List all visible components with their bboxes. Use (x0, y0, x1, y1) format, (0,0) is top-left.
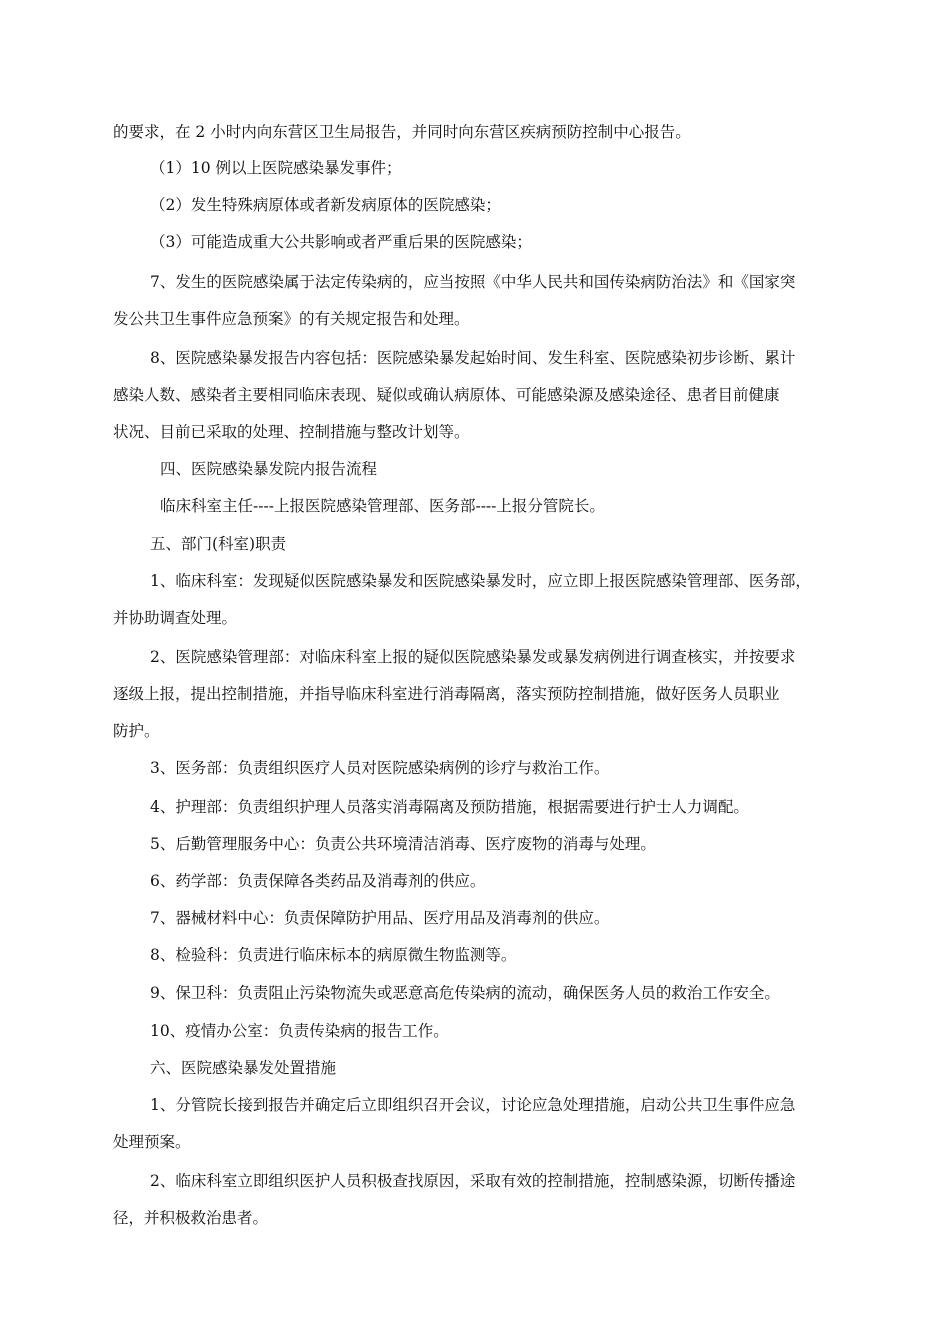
section-heading: 六、医院感染暴发处置措施 (150, 1059, 337, 1077)
section-heading: 四、医院感染暴发院内报告流程 (160, 460, 378, 478)
text-line: 临床科室主任----上报医院感染管理部、医务部----上报分管院长。 (160, 497, 605, 515)
text-line: 7、发生的医院感染属于法定传染病的，应当按照《中华人民共和国传染病防治法》和《国家突 (150, 273, 796, 291)
text-line: 状况、目前已采取的处理、控制措施与整改计划等。 (113, 423, 470, 441)
text-line: 感染人数、感染者主要相同临床表现、疑似或确认病原体、可能感染源及感染途径、患者目前健康 (113, 386, 780, 404)
text-line: 8、检验科：负责进行临床标本的病原微生物监测等。 (150, 946, 517, 964)
text-line: 处理预案。 (113, 1133, 191, 1151)
text-line: 10、疫情办公室：负责传染病的报告工作。 (150, 1022, 449, 1040)
text-line: 1、临床科室：发现疑似医院感染暴发和医院感染暴发时，应立即上报医院感染管理部、医务部， (150, 572, 811, 590)
text-line: 径，并积极救治患者。 (113, 1209, 269, 1227)
text-line: 3、医务部：负责组织医疗人员对医院感染病例的诊疗与救治工作。 (150, 759, 610, 777)
text-line: 5、后勤管理服务中心：负责公共环境清洁消毒、医疗废物的消毒与处理。 (150, 835, 656, 853)
text-line: 9、保卫科：负责阻止污染物流失或恶意高危传染病的流动，确保医务人员的救治工作安全。 (150, 984, 780, 1002)
list-item: （2）发生特殊病原体或者新发病原体的医院感染； (150, 196, 501, 214)
text-line: 8、医院感染暴发报告内容包括：医院感染暴发起始时间、发生科室、医院感染初步诊断、累计 (150, 349, 796, 367)
text-line: 6、药学部：负责保障各类药品及消毒剂的供应。 (150, 872, 486, 890)
text-line: 7、器械材料中心：负责保障防护用品、医疗用品及消毒剂的供应。 (150, 909, 610, 927)
text-line: 的要求，在 2 小时内向东营区卫生局报告，并同时向东营区疾病预防控制中心报告。 (113, 123, 691, 141)
list-item: （3）可能造成重大公共影响或者严重后果的医院感染； (150, 233, 532, 251)
list-item: （1）10 例以上医院感染暴发事件； (150, 159, 402, 177)
text-line: 逐级上报，提出控制措施，并指导临床科室进行消毒隔离，落实预防控制措施，做好医务人员职业 (113, 685, 780, 703)
text-line: 1、分管院长接到报告并确定后立即组织召开会议，讨论应急处理措施，启动公共卫生事件应急 (150, 1096, 796, 1114)
text-line: 4、护理部：负责组织护理人员落实消毒隔离及预防措施，根据需要进行护士人力调配。 (150, 798, 749, 816)
text-line: 并协助调查处理。 (113, 609, 238, 627)
text-line: 2、医院感染管理部：对临床科室上报的疑似医院感染暴发或暴发病例进行调查核实，并按要求 (150, 648, 796, 666)
section-heading: 五、部门(科室)职责 (150, 535, 287, 553)
text-line: 防护。 (113, 722, 160, 740)
text-line: 2、临床科室立即组织医护人员积极查找原因，采取有效的控制措施，控制感染源，切断传播途 (150, 1172, 796, 1190)
text-line: 发公共卫生事件应急预案》的有关规定报告和处理。 (113, 310, 470, 328)
